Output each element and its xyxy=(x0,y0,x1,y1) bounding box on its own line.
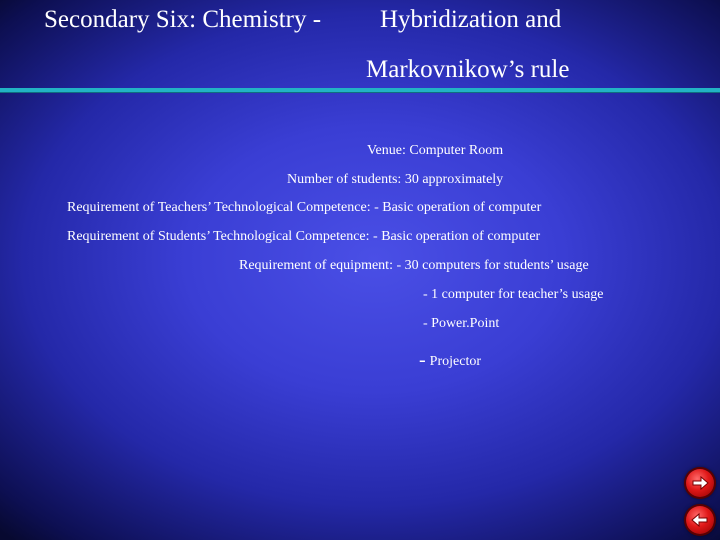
equipment-item-projector-label: Projector xyxy=(429,354,481,369)
arrow-left-icon xyxy=(686,506,714,534)
venue-text: Venue: Computer Room xyxy=(367,143,504,158)
slide-title-topic: Hybridization and xyxy=(380,6,562,33)
slide-title-line-1 xyxy=(44,6,561,34)
equipment-item-teacher-computer: - 1 computer for teacher’s usage xyxy=(423,287,604,302)
slide-title-line-2: Markovnikow’s rule xyxy=(366,56,570,83)
equipment-requirement-text: Requirement of equipment: - 30 computers for students’ usage xyxy=(239,258,589,273)
teachers-requirement-text: Requirement of Teachers’ Technological Competence: - Basic operation of computer xyxy=(67,200,542,215)
equipment-item-projector xyxy=(419,349,481,372)
list-dash: - xyxy=(419,349,426,371)
next-slide-button[interactable] xyxy=(686,469,714,497)
students-count-text: Number of students: 30 approximately xyxy=(287,172,504,187)
previous-slide-button[interactable] xyxy=(686,506,714,534)
equipment-item-powerpoint: - Power.Point xyxy=(423,316,500,331)
title-divider xyxy=(0,88,720,92)
arrow-right-icon xyxy=(686,469,714,497)
students-requirement-text: Requirement of Students’ Technological Competence: - Basic operation of computer xyxy=(67,229,541,244)
slide-title-subject: Secondary Six: Chemistry - xyxy=(44,6,322,33)
